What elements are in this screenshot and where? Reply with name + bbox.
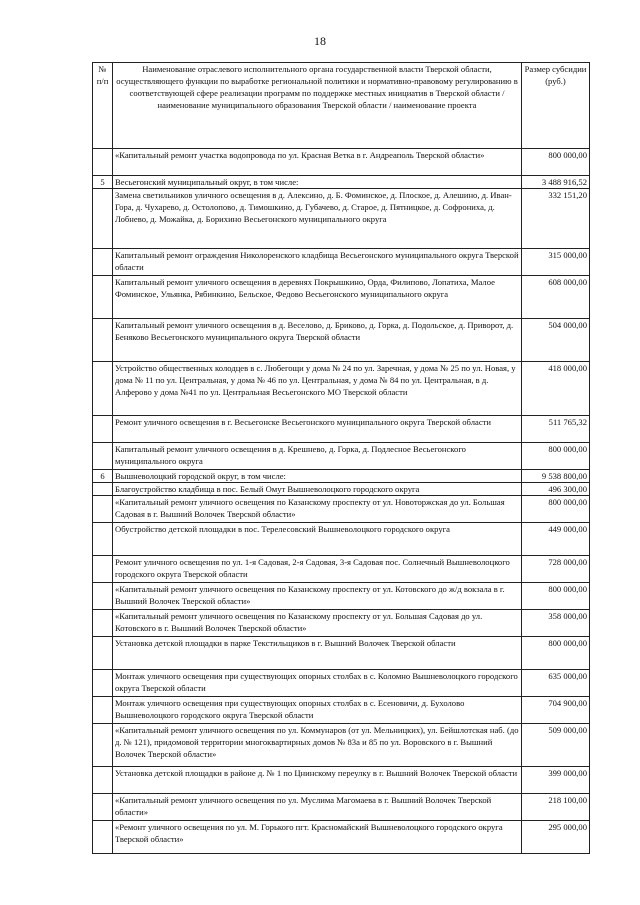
row-name: Капитальный ремонт уличного освещения в д. Веселово, д. Бриково, д. Горка, д. Подольское, д. Приворот, д. Беняково Весьегонского муниципального округа Тверской области (113, 319, 522, 362)
row-amount: 295 000,00 (522, 821, 590, 854)
row-amount: 800 000,00 (522, 637, 590, 670)
row-name: Монтаж уличного освещения при существующих опорных столбах в с. Коломно Вышневолоцкого городского округа Тверской области (113, 670, 522, 697)
row-amount: 509 000,00 (522, 724, 590, 767)
table-row (93, 319, 590, 362)
row-number (93, 583, 113, 610)
table-header-row (93, 63, 590, 149)
row-name: Капитальный ремонт ограждения Николоренского кладбища Весьегонского муниципального округа Тверской области (113, 249, 522, 276)
row-amount: 3 488 916,52 (522, 176, 590, 189)
table-row (93, 697, 590, 724)
row-name: «Капитальный ремонт уличного освещения по ул. Коммунаров (от ул. Мельницких), ул. Бейшлотская наб. (до д. № 121), придомовой территории многоквартирных домов № 83а и 85 по ул. Воровского в г. Вышний Волочек Тверской области» (113, 724, 522, 767)
row-number (93, 556, 113, 583)
row-name: Капитальный ремонт уличного освещения в деревнях Покрышкино, Орда, Филипово, Лопатиха, Малое Фоминское, Ульянка, Рябинкино, Бельское, Федово Весьегонского муниципального округа (113, 276, 522, 319)
row-number (93, 483, 113, 496)
table-row (93, 176, 590, 189)
row-name: Ремонт уличного освещения по ул. 1-я Садовая, 2-я Садовая, 3-я Садовая пос. Солнечный Вышневолоцкого городского округа Тверской области (113, 556, 522, 583)
page-number: 18 (314, 34, 326, 48)
table-row (93, 362, 590, 416)
table-row (93, 821, 590, 854)
row-amount: 418 000,00 (522, 362, 590, 416)
row-amount: 9 538 800,00 (522, 470, 590, 483)
header-name: Наименование отраслевого исполнительного органа государственной власти Тверской области, осуществляющего функции по выработке региональной политики и нормативно-правовому регулированию в соответствующей сфере реализации программ по поддержке местных инициатив в Тверской области / наименование муниципального образования Тверской области / наименование проекта (113, 63, 522, 149)
row-number (93, 637, 113, 670)
row-name: Монтаж уличного освещения при существующих опорных столбах в с. Есеновичи, д. Бухолово Вышневолоцкого городского округа Тверской области (113, 697, 522, 724)
row-number (93, 149, 113, 176)
row-amount: 358 000,00 (522, 610, 590, 637)
row-name: Замена светильников уличного освещения в д. Алексино, д. Б. Фоминское, д. Плоское, д. Алешино, д. Иван-Гора, д. Чухарево, д. Остолопово, д. Тимошкино, д. Губачево, д. Старое, д. Пятницкое, д. Софрониха, д. Лобнево, д. Можайка, д. Борихино Весьегонского муниципального округа (113, 189, 522, 249)
row-name: Установка детской площадки в районе д. № 1 по Цнинскому переулку в г. Вышний Волочек Тверской области (113, 767, 522, 794)
table-row (93, 496, 590, 523)
row-number (93, 610, 113, 637)
row-number (93, 362, 113, 416)
table-row (93, 443, 590, 470)
row-name: Весьегонский муниципальный округ, в том числе: (113, 176, 522, 189)
row-amount: 728 000,00 (522, 556, 590, 583)
table-row (93, 637, 590, 670)
row-amount: 800 000,00 (522, 583, 590, 610)
table-row (93, 583, 590, 610)
row-amount: 800 000,00 (522, 149, 590, 176)
row-number (93, 496, 113, 523)
row-amount: 496 300,00 (522, 483, 590, 496)
table-row (93, 670, 590, 697)
row-amount: 218 100,00 (522, 794, 590, 821)
row-number (93, 670, 113, 697)
row-amount: 704 900,00 (522, 697, 590, 724)
row-number (93, 276, 113, 319)
table-row (93, 767, 590, 794)
row-name: «Капитальный ремонт уличного освещения по Казанскому проспекту от ул. Котовского до ж/д вокзала в г. Вышний Волочек Тверской области» (113, 583, 522, 610)
row-amount: 332 151,20 (522, 189, 590, 249)
table-row (93, 556, 590, 583)
row-number: 5 (93, 176, 113, 189)
table-row (93, 724, 590, 767)
table-row (93, 470, 590, 483)
subsidy-table (92, 62, 590, 854)
row-number (93, 794, 113, 821)
row-number (93, 523, 113, 556)
row-number (93, 821, 113, 854)
table-row (93, 416, 590, 443)
row-amount: 608 000,00 (522, 276, 590, 319)
row-amount: 511 765,32 (522, 416, 590, 443)
row-number (93, 697, 113, 724)
row-number (93, 189, 113, 249)
row-amount: 504 000,00 (522, 319, 590, 362)
row-name: Вышневолоцкий городской округ, в том числе: (113, 470, 522, 483)
row-number (93, 443, 113, 470)
row-name: «Ремонт уличного освещения по ул. М. Горького пгт. Красномайский Вышневолоцкого городского округа Тверской области» (113, 821, 522, 854)
header-amount: Размер субсидии (руб.) (522, 63, 590, 149)
row-number (93, 319, 113, 362)
table-row (93, 523, 590, 556)
row-number (93, 249, 113, 276)
row-amount: 800 000,00 (522, 496, 590, 523)
row-amount: 800 000,00 (522, 443, 590, 470)
row-name: «Капитальный ремонт уличного освещения по Казанскому проспекту от ул. Большая Садовая до ул. Котовского в г. Вышний Волочек Тверской области» (113, 610, 522, 637)
table-row (93, 610, 590, 637)
row-amount: 449 000,00 (522, 523, 590, 556)
row-number (93, 724, 113, 767)
row-name: Устройство общественных колодцев в с. Любегощи у дома № 24 по ул. Заречная, у дома № 25 по ул. Новая, у дома № 11 по ул. Центральная, у дома № 46 по ул. Центральная, у дома № 84 по ул. Центральная, в д. Алферово у дома №41 по ул. Центральная Весьегонского МО Тверской области (113, 362, 522, 416)
row-number (93, 767, 113, 794)
row-name: Капитальный ремонт уличного освещения в д. Крешнево, д. Горка, д. Подлесное Весьегонского муниципального округа (113, 443, 522, 470)
row-name: Обустройство детской площадки в пос. Терелесовский Вышневолоцкого городского округа (113, 523, 522, 556)
table-row (93, 189, 590, 249)
row-name: «Капитальный ремонт уличного освещения по ул. Муслима Магомаева в г. Вышний Волочек Тверской области» (113, 794, 522, 821)
row-name: Благоустройство кладбища в пос. Белый Омут Вышневолоцкого городского округа (113, 483, 522, 496)
row-number: 6 (93, 470, 113, 483)
row-number (93, 416, 113, 443)
row-name: «Капитальный ремонт участка водопровода по ул. Красная Ветка в г. Андреаполь Тверской области» (113, 149, 522, 176)
table-row (93, 249, 590, 276)
table-row (93, 483, 590, 496)
row-name: Установка детской площадки в парке Текстильщиков в г. Вышний Волочек Тверской области (113, 637, 522, 670)
row-amount: 399 000,00 (522, 767, 590, 794)
row-name: Ремонт уличного освещения в г. Весьегонске Весьегонского муниципального округа Тверской области (113, 416, 522, 443)
header-num: № п/п (93, 63, 113, 149)
row-name: «Капитальный ремонт уличного освещения по Казанскому проспекту от ул. Новоторжская до ул. Большая Садовая в г. Вышний Волочек Тверской области» (113, 496, 522, 523)
table-row (93, 794, 590, 821)
table-row (93, 276, 590, 319)
row-amount: 315 000,00 (522, 249, 590, 276)
table-row (93, 149, 590, 176)
row-amount: 635 000,00 (522, 670, 590, 697)
